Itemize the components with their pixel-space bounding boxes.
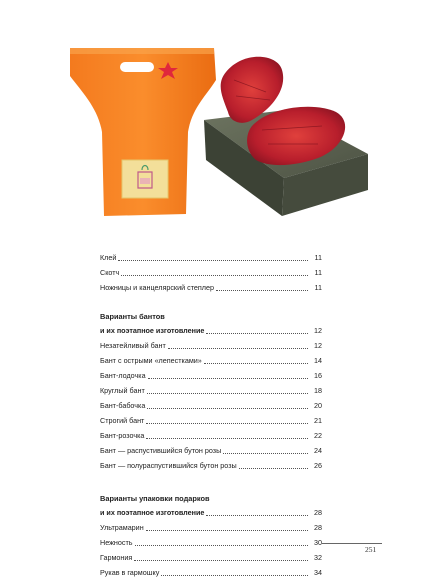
dot-leader <box>206 333 308 334</box>
dot-leader <box>161 575 308 576</box>
toc-entry <box>100 398 322 413</box>
dot-leader <box>206 515 308 516</box>
toc-entry-page: 28 <box>314 508 322 517</box>
section-heading-line2: и их поэтапное изготовление <box>100 508 205 517</box>
toc-entry <box>100 413 322 428</box>
dot-leader <box>223 453 308 454</box>
toc-entry <box>100 368 322 383</box>
toc-entry-page: 30 <box>314 538 322 547</box>
toc-entry <box>100 383 322 398</box>
toc-entry-page: 26 <box>314 461 322 470</box>
toc-entry-page: 34 <box>314 568 322 577</box>
toc-entry-label: Незатейливый бант <box>100 341 166 350</box>
toc-entry <box>100 458 322 473</box>
toc-entry-page: 18 <box>314 386 322 395</box>
toc-entry-page: 12 <box>314 326 322 335</box>
toc-entry <box>100 520 322 535</box>
toc-entry-page: 11 <box>314 253 322 262</box>
dot-leader <box>118 260 308 261</box>
toc-entry-page: 11 <box>314 283 322 292</box>
dot-leader <box>146 438 308 439</box>
dot-leader <box>148 378 308 379</box>
dot-leader <box>121 275 308 276</box>
dot-leader <box>168 348 308 349</box>
toc-entry <box>100 250 322 265</box>
footer-rule <box>322 543 382 544</box>
toc-entry-label: Клей <box>100 253 117 262</box>
toc-entry-page: 32 <box>314 553 322 562</box>
dot-leader <box>239 468 308 469</box>
section-heading: Варианты упаковки подарков <box>100 494 210 503</box>
toc-entry-label: Бант с острыми «лепестками» <box>100 356 202 365</box>
toc-entry-page: 21 <box>314 416 322 425</box>
toc-entry-label: Ножницы и канцелярский степлер <box>100 283 214 292</box>
toc-entry-page: 22 <box>314 431 322 440</box>
toc-section-entry <box>100 505 322 520</box>
toc-entry-page: 12 <box>314 341 322 350</box>
gift-wrapping-photo <box>56 40 378 228</box>
dot-leader <box>204 363 308 364</box>
dot-leader <box>146 530 308 531</box>
toc-entry-page: 20 <box>314 401 322 410</box>
section-heading-line2: и их поэтапное изготовление <box>100 326 205 335</box>
toc-section-entry <box>100 323 322 338</box>
dot-leader <box>147 393 308 394</box>
toc-entry-label: Нежность <box>100 538 133 547</box>
toc-entry-label: Скотч <box>100 268 120 277</box>
page-number: 251 <box>365 545 377 554</box>
toc-entry <box>100 428 322 443</box>
toc-entry <box>100 338 322 353</box>
dot-leader <box>135 545 308 546</box>
dot-leader <box>147 408 308 409</box>
section-heading: Варианты бантов <box>100 312 165 321</box>
toc-entry-label: Бант — распустившийся бутон розы <box>100 446 222 455</box>
dot-leader <box>216 290 308 291</box>
toc-entry-label: Строгий бант <box>100 416 145 425</box>
toc-entry-label: Гармония <box>100 553 133 562</box>
dot-leader <box>146 423 308 424</box>
toc-entry-page: 16 <box>314 371 322 380</box>
toc-entry-label: Бант-бабочка <box>100 401 146 410</box>
toc-entry-page: 11 <box>314 268 322 277</box>
dot-leader <box>134 560 308 561</box>
toc-entry-page: 14 <box>314 356 322 365</box>
toc-entry <box>100 280 322 295</box>
toc-entry-label: Бант — полураспустившийся бутон розы <box>100 461 237 470</box>
toc-entry <box>100 550 322 565</box>
orange-gift-bag-icon <box>70 48 216 216</box>
butterfly-box-icon <box>204 57 368 216</box>
toc-entry-label: Бант-лодочка <box>100 371 146 380</box>
toc-entry-label: Рукав в гармошку <box>100 568 160 577</box>
toc-entry <box>100 443 322 458</box>
toc-entry-label: Бант-розочка <box>100 431 145 440</box>
toc-entry-label: Ультрамарин <box>100 523 144 532</box>
toc-entry-page: 28 <box>314 523 322 532</box>
toc-entry <box>100 535 322 550</box>
toc-entry <box>100 353 322 368</box>
toc-entry-page: 24 <box>314 446 322 455</box>
table-of-contents <box>100 250 322 580</box>
toc-entry <box>100 565 322 580</box>
toc-entry-label: Круглый бант <box>100 386 145 395</box>
toc-entry <box>100 265 322 280</box>
